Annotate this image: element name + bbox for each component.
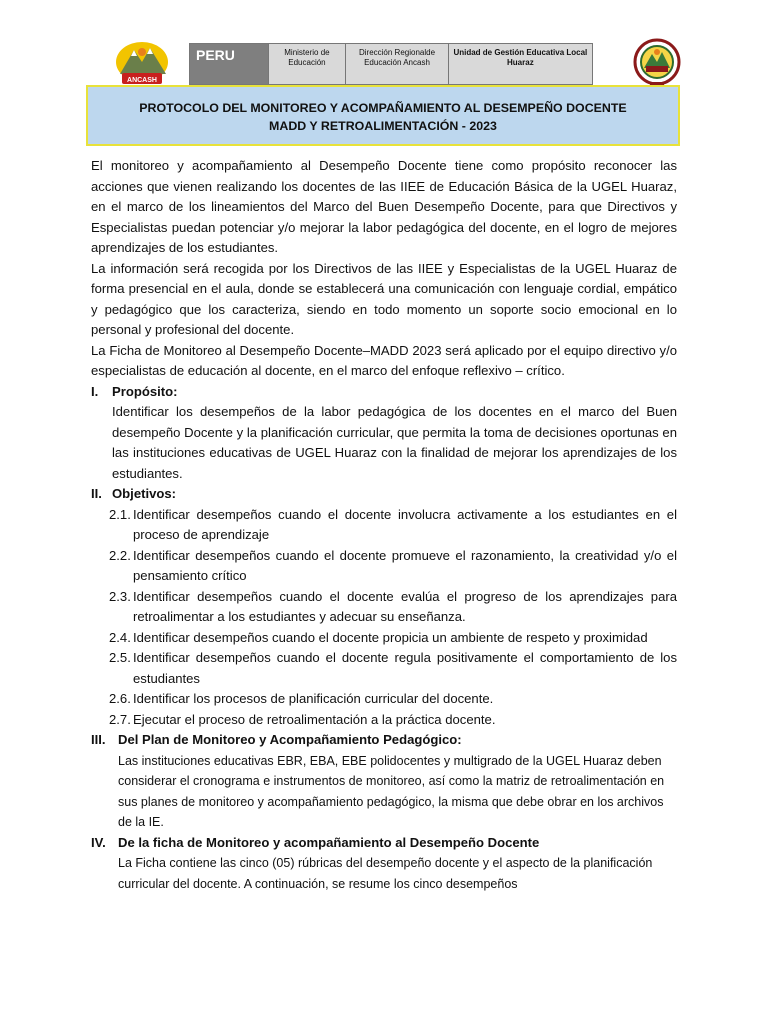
objective-text: Identificar desempeños cuando el docente regula positivamente el comportamiento de los estudiantes	[133, 650, 677, 686]
intro-paragraph-2: La información será recogida por los Directivos de las IIEE y Especialistas de la UGEL Huaraz de forma presencial en el aula, donde se establecerá una comunicación con lenguaje cordial, empático y pedagógico que los caracteriza, siendo en todo momento un soporte socio emocional en lo personal y profesional del docente.	[91, 260, 677, 337]
title-line-2: MADD Y RETROALIMENTACIÓN - 2023	[269, 119, 497, 133]
gov-ministry: Ministerio de Educación	[269, 44, 347, 84]
section-4-number: IV.	[91, 834, 106, 850]
section-3-number: III.	[91, 732, 106, 747]
ugel-seal-logo	[626, 38, 688, 88]
document-body	[91, 156, 677, 894]
objective-number: 2.5.	[109, 650, 131, 665]
section-2-number: II.	[91, 486, 102, 501]
section-2-title: Objetivos:	[112, 486, 177, 501]
section-2-heading	[91, 484, 677, 505]
objective-item	[91, 689, 677, 710]
objective-item	[91, 546, 677, 587]
objective-number: 2.7.	[109, 711, 131, 727]
objective-item	[91, 587, 677, 628]
ancash-logo	[112, 40, 172, 86]
objective-number: 2.2.	[109, 547, 131, 563]
section-3-body: Las instituciones educativas EBR, EBA, EBE polidocentes y multigrado de la UGEL Huaraz deben considerar el cronograma e instrumentos de monitoreo, así como la matriz de retroalimentación en sus planes de monitoreo y acompañamiento pedagógico, la misma que debe obrar en los archivos de la IE.	[118, 753, 665, 829]
objective-text: Identificar los procesos de planificación curricular del docente.	[133, 691, 494, 706]
objective-number: 2.4.	[109, 629, 131, 645]
objective-number: 2.6.	[109, 691, 131, 706]
objective-item	[91, 648, 677, 689]
gov-ugel: Unidad de Gestión Educativa Local Huaraz	[453, 48, 588, 67]
intro-paragraph-3: La Ficha de Monitoreo al Desempeño Docente–MADD 2023 será aplicado por el equipo directivo y/o especialistas de educación al docente, en el marco del enfoque reflexivo – crítico.	[91, 342, 677, 378]
objective-text: Identificar desempeños cuando el docente promueve el razonamiento, la creatividad y/o el pensamiento crítico	[133, 547, 677, 583]
objective-text: Ejecutar el proceso de retroalimentación a la práctica docente.	[133, 711, 496, 727]
document-title-box	[86, 85, 680, 146]
objective-number: 2.1.	[109, 506, 131, 522]
section-1-heading	[91, 382, 677, 403]
intro-paragraph-1: El monitoreo y acompañamiento al Desempeño Docente tiene como propósito reconocer las acciones que vienen realizando los docentes de las IIEE de Educación Básica de la UGEL Huaraz, en el marco de los lineamientos del Marco del Buen Desempeño Docente, para que Directivos y Especialistas puedan potenciar y/o mejorar la labor pedagógica del docente, en el logro de mejores aprendizajes de los estudiantes.	[91, 158, 677, 255]
section-1-number: I.	[91, 383, 99, 399]
government-header-bar	[189, 43, 593, 85]
section-3-title: Del Plan de Monitoreo y Acompañamiento Pedagógico:	[118, 732, 462, 747]
objective-item	[91, 505, 677, 546]
objective-number: 2.3.	[109, 588, 131, 604]
title-line-1: PROTOCOLO DEL MONITOREO Y ACOMPAÑAMIENTO AL DESEMPEÑO DOCENTE	[139, 101, 627, 115]
objective-item	[91, 628, 677, 649]
section-4-title: De la ficha de Monitoreo y acompañamiento al Desempeño Docente	[118, 834, 540, 850]
section-4-heading	[91, 833, 677, 854]
section-4-body: La Ficha contiene las cinco (05) rúbricas del desempeño docente y el aspecto de la planificación curricular del docente. A continuación, se resume los cinco desempeños	[118, 856, 653, 891]
objective-text: Identificar desempeños cuando el docente evalúa el progreso de los aprendizajes para retroalimentar a los estudiantes y adecuar su enseñanza.	[133, 588, 677, 624]
gov-regional-direction: Dirección Regionalde Educación Ancash	[346, 44, 448, 84]
section-1-body: Identificar los desempeños de la labor pedagógica de los docentes en el marco del Buen desempeño Docente y la planificación curricular, que permita la toma de decisiones oportunas en las instituciones educativas de UGEL Huaraz con la finalidad de mejorar los aprendizajes de los estudiantes.	[112, 404, 677, 481]
objective-text: Identificar desempeños cuando el docente involucra activamente a los estudiantes en el proceso de aprendizaje	[133, 506, 677, 542]
objective-text: Identificar desempeños cuando el docente propicia un ambiente de respeto y proximidad	[133, 629, 648, 645]
section-1-title: Propósito:	[112, 383, 178, 399]
section-3-heading	[91, 730, 677, 751]
objective-item	[91, 710, 677, 731]
logo-left-text: ANCASH	[127, 77, 157, 84]
gov-country: PERU	[190, 44, 269, 84]
